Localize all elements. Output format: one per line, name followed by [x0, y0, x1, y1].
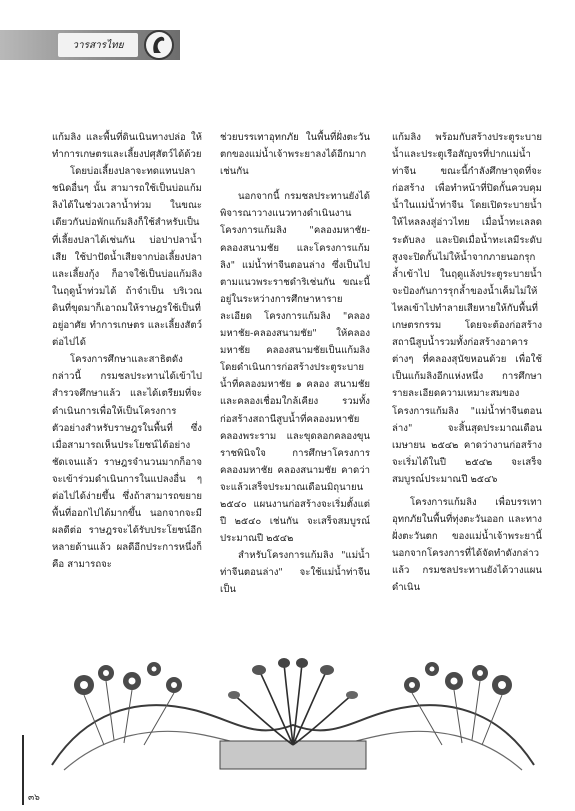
- text-column-1: [52, 129, 202, 573]
- page-number: ๓๖: [28, 793, 40, 803]
- paragraph: สำหรับโครงการแก้มลิง "แม่น้ำท่าจีนตอนล่าง" จะใช้แม่น้ำท่าจีนเป็น: [220, 550, 370, 596]
- logo-icon: [144, 30, 174, 60]
- paragraph: ช่วยบรรเทาอุทกภัย ในพื้นที่ฝั่งตะวันตกของแม่น้ำเจ้าพระยาลงได้อีกมากเช่นกัน: [220, 132, 370, 178]
- paragraph: แก้มลิง พร้อมกับสร้างประตูระบายน้ำและประตูเรือสัญจรที่ปากแม่น้ำท่าจีน ขณะนี้กำลังศึกษาจุดที่จะก่อสร้าง เพื่อทำหน้าที่ปิดกั้นควบคุมน้ำในแม่น้ำท่าจีน โดยเปิดระบายน้ำให้ไหลลงสู่อ่าวไทย เมื่อน้ำทะเลลดระดับลง และปิดเมื่อน้ำทะเลมีระดับสูงจะปิดกั้นไม่ให้น้ำจากภายนอกรุกล้ำเข้าไป ในฤดูแล้งประตูระบายน้ำ จะป้องกันการรุกล้ำของน้ำเค็มไม่ให้ไหลเข้าไปทำลายเสียหายให้กับพื้นที่เกษตรกรรม โดยจะต้องก่อสร้างสถานีสูบน้ำรวมทั้งก่อสร้างอาคารต่างๆ ที่คลองสุนัขหอนด้วย เพื่อใช้เป็นแก้มลิงอีกแห่งหนึ่ง การศึกษารายละเอียดความเหมาะสมของโครงการแก้มลิง "แม่น้ำท่าจีนตอนล่าง" จะสิ้นสุดประมาณเดือนเมษายน ๒๕๔๒ คาดว่างานก่อสร้างจะเริ่มได้ในปี ๒๕๔๒ จะเสร็จสมบูรณ์ประมาณปี ๒๕๔๖: [392, 132, 542, 485]
- margin-rule: [22, 735, 24, 805]
- paragraph: โครงการแก้มลิง เพื่อบรรเทาอุทกภัยในพื้นที่ทุ่งตะวันออก และทางฝั่งตะวันตก ของแม่น้ำเจ้าพระยานี้ นอกจากโครงการที่ได้จัดทำดังกล่าวแล้ว กรมชลประทานยังได้วางแผนดำเนิน: [392, 496, 542, 594]
- section-label: วารสารไทย: [58, 33, 138, 57]
- paragraph: โครงการศึกษาและสาธิตดังกล่าวนี้ กรมชลประทานได้เข้าไปสำรวจศึกษาแล้ว และได้เตรียมที่จะดำเนินการเพื่อให้เป็นโครงการตัวอย่างสำหรับราษฎรในพื้นที่ ซึ่งเมื่อสามารถเห็นประโยชน์ได้อย่างชัดเจนแล้ว ราษฎรจำนวนมากก็อาจจะเข้าร่วมดำเนินการในแปลงอื่น ๆ ต่อไปได้ง่ายขึ้น ซึ่งถ้าสามารถขยายพื้นที่ออกไปได้มากขึ้น นอกจากจะมีผลดีต่อ ราษฎรจะได้รับประโยชน์อีกหลายด้านแล้ว ผลดีอีกประการหนึ่งก็คือ สามารถจะ: [52, 354, 202, 571]
- text-column-3: [392, 129, 542, 597]
- text-column-2: [220, 129, 370, 599]
- floral-ornament: [44, 655, 542, 777]
- paragraph: แก้มลิง และพื้นที่ดินเนินทางปล่อ ให้ทำการเกษตรและเลี้ยงปศุสัตว์ได้ด้วย: [52, 132, 202, 161]
- paragraph: นอกจากนี้ กรมชลประทานยังได้พิจารณาวางแนวทางดำเนินงานโครงการแก้มลิง "คลองมหาชัย-คลองสนามชัย และโครงการแก้มลิง" แม่น้ำท่าจีนตอนล่าง ซึ่งเป็นไปตามแนวพระราชดำริเช่นกัน ขณะนี้อยู่ในระหว่างการศึกษาหารายละเอียด โครงการแก้มลิง "คลองมหาชัย-คลองสนามชัย" ให้คลองมหาชัย คลองสนามชัยเป็นแก้มลิง โดยดำเนินการก่อสร้างประตูระบายน้ำที่คลองมหาชัย ๑ คลอง สนามชัยและคลองเชื่อมใกล้เคียง รวมทั้งก่อสร้างสถานีสูบน้ำที่คลองมหาชัย คลองพระราม และขุดลอกคลองขุนราชพินิจใจ การศึกษาโครงการ คลองมหาชัย คลองสนามชัย คาดว่าจะแล้วเสร็จประมาณเดือนมิถุนายน ๒๕๔๐ แผนงานก่อสร้างจะเริ่มตั้งแต่ปี ๒๕๔๐ เช่นกัน จะเสร็จสมบูรณ์ประมาณปี ๒๕๔๒: [220, 191, 370, 545]
- paragraph: โดยบ่อเลี้ยงปลาจะทดแทนปลาชนิดอื่นๆ นั้น สามารถใช้เป็นบ่อแก้มลิงได้ในช่วงเวลาน้ำท่วม ในขณะเดียวกันบ่อพักแก้มลิงก็ใช้สำหรับเป็นที่เลี้ยงปลาได้เช่นกัน บ่อปาปลาน้ำเสีย ใช้ปาปัดน้ำเสียจากบ่อเลี้ยงปลาและเลี้ยงกุ้ง ก็อาจใช้เป็นบ่อแก้มลิงในฤดูน้ำท่วมได้ ถ้าจำเป็น บริเวณดินที่ขุดมาก็เอาถมให้ราษฎรใช้เป็นที่อยู่อาศัย ทำการเกษตร และเลี้ยงสัตว์ต่อไปได้: [52, 166, 202, 349]
